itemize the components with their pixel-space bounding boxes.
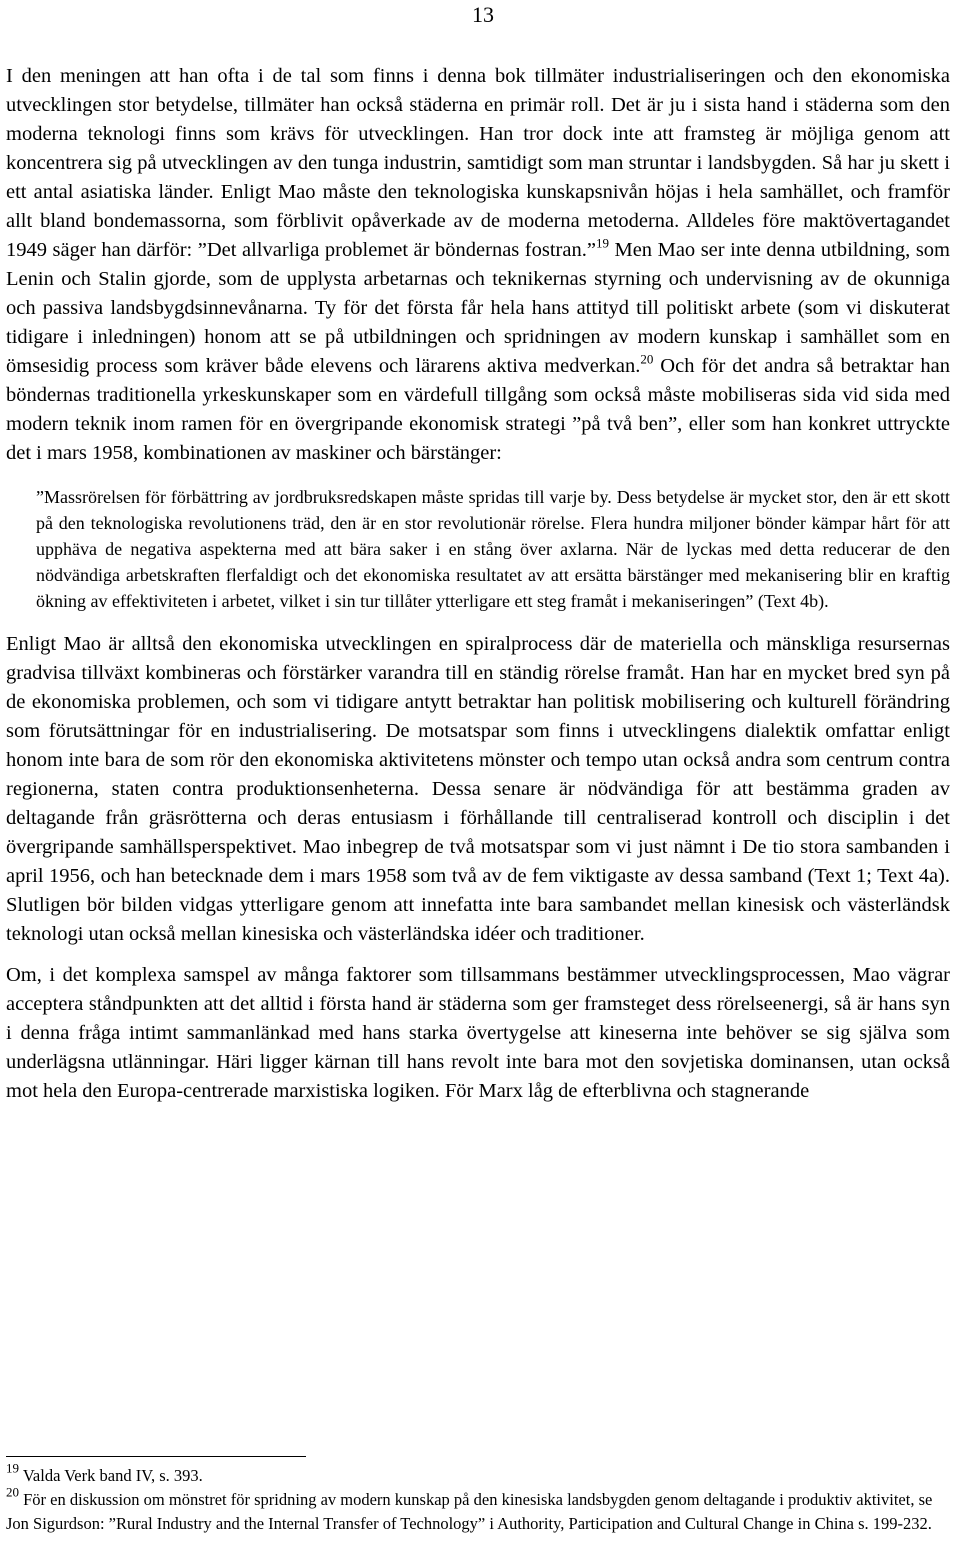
footnotes [6,1460,950,1536]
footnote-20 [6,1484,950,1536]
paragraph-1-part-3: Och för det andra så betraktar han böndernas traditionella yrkeskunskaper som en värdefull tillgång som också måste mobiliseras sida vid sida med modern teknik inom ramen för en övergripande ekonomisk strategi ”på två ben”, eller som han konkret uttryckte det i mars 1958, kombinationen av maskiner och bärstänger: [6,355,950,464]
footnote-text: Valda Verk band IV, s. 393. [19,1466,203,1485]
footnote-ref-20[interactable]: 20 [640,351,654,367]
footnote-number: 20 [6,1484,19,1500]
paragraph-1 [6,62,950,468]
paragraph-1-part-2: Men Mao ser inte denna utbildning, som Lenin och Stalin gjorde, som de upplysta arbetarnas och teknikernas styrning och undervisning av de okunniga och passiva landsbygdsinnevånarna. Ty för det första får hela hans attityd till politiskt arbete (som vi diskuterat tidigare i inledningen) honom att se på utbildningen och spridningen av modern kunskap i samhället som en ömsesidig process som kräver både elevens och lärarens aktiva medverkan. [6,239,950,377]
footnote-19 [6,1460,950,1488]
footnote-divider [6,1456,306,1457]
paragraph-3: Om, i det komplexa samspel av många faktorer som tillsammans bestämmer utvecklingsprocessen, Mao vägrar acceptera ståndpunkten att det alltid i första hand är städerna som ger framsteget dess rörelseenergi, så är hans syn i denna fråga intimt sammanlänkad med hans starka övertygelse att kineserna inte behöver se sig själva som underlägsna utlänningar. Häri ligger kärnan till hans revolt inte bara mot den sovjetiska dominansen, utan också mot hela den Europa-centrerade marxistiska logiken. För Marx låg de efterblivna och stagnerande [6,964,950,1102]
footnote-ref-19[interactable]: 19 [595,235,609,251]
body-text [6,62,950,1118]
footnote-number: 19 [6,1460,19,1476]
page-number: 13 [472,2,494,27]
block-quote: ”Massrörelsen för förbättring av jordbruksredskapen måste spridas till varje by. Dess betydelse är mycket stor, den är ett skott på den teknologiska revolutionens träd, den är en stor revolutionär rörelse. Flera hundra miljoner bönder kämpar hårt för att upphäva de negativa aspekterna med att bära saker i en stång över axlarna. När de lyckas med detta reducerar de den nödvändiga arbetskraften flerfaldigt och det ekonomiska resultatet av att ersätta bärstänger med mekanisering blir en kraftig ökning av effektiviteten i arbetet, vilket i sin tur tillåter ytterligare ett steg framåt i mekaniseringen” (Text 4b). [36,487,950,611]
paragraph-1-part-1: I den meningen att han ofta i de tal som finns i denna bok tillmäter industrialiseringen och den ekonomiska utvecklingen stor betydelse, tillmäter han också städerna en primär roll. Det är ju i sista hand i städerna som den moderna teknologi finns som krävs för utvecklingen. Han tror dock inte att framsteg är möjliga genom att koncentrera sig på utvecklingen av den tunga industrin, samtidigt som man struntar i landsbygden. Så har ju skett i ett antal asiatiska länder. Enligt Mao måste den teknologiska kunskapsnivån höjas i hela samhället, och framför allt bland bondemassorna, som förblivit opåverkade av de moderna metoderna. Alldeles före maktövertagandet 1949 säger han därför: ”Det allvarliga problemet är böndernas fostran.” [6,65,950,261]
paragraph-2: Enligt Mao är alltså den ekonomiska utvecklingen en spiralprocess där de materiella och mänskliga resursernas gradvisa tillväxt kombineras och förstärker varandra till en ständig rörelse framåt. Han har en mycket bred syn på de ekonomiska problemen, och som vi tidigare antytt betraktar han politisk mobilisering och kulturell förändring som förutsättningar för en industrialisering. De motsatspar som finns i utvecklingens dialektik omfattar enligt honom inte bara de som rör den ekonomiska aktivitetens mönster och tempo utan också andra som centrum contra regionerna, staten contra produktionsenheterna. Dessa senare är nödvändiga för att bestämma graden av deltagande från gräsrötterna och deras entusiasm i förhållande till centraliserad kontroll och disciplin i det övergripande samhällsperspektivet. Mao inbegrep de två motsatspar som vi just nämnt i De tio stora sambanden i april 1956, och han betecknade dem i mars 1958 som två av de fem viktigaste av dessa samband (Text 1; Text 4a). Slutligen bör bilden vidgas ytterligare genom att innefatta inte bara sambandet mellan kinesisk och västerländsk teknologi utan också mellan kinesiska och västerländska idéer och traditioner. [6,633,950,945]
footnote-text: För en diskussion om mönstret för spridning av modern kunskap på den kinesiska landsbygden genom deltagande i produktiv aktivitet, se Jon Sigurdson: ”Rural Industry and the Internal Transfer of Technology” i Authority, Participation and Cultural Change in China s. 199-232. [6,1490,933,1533]
